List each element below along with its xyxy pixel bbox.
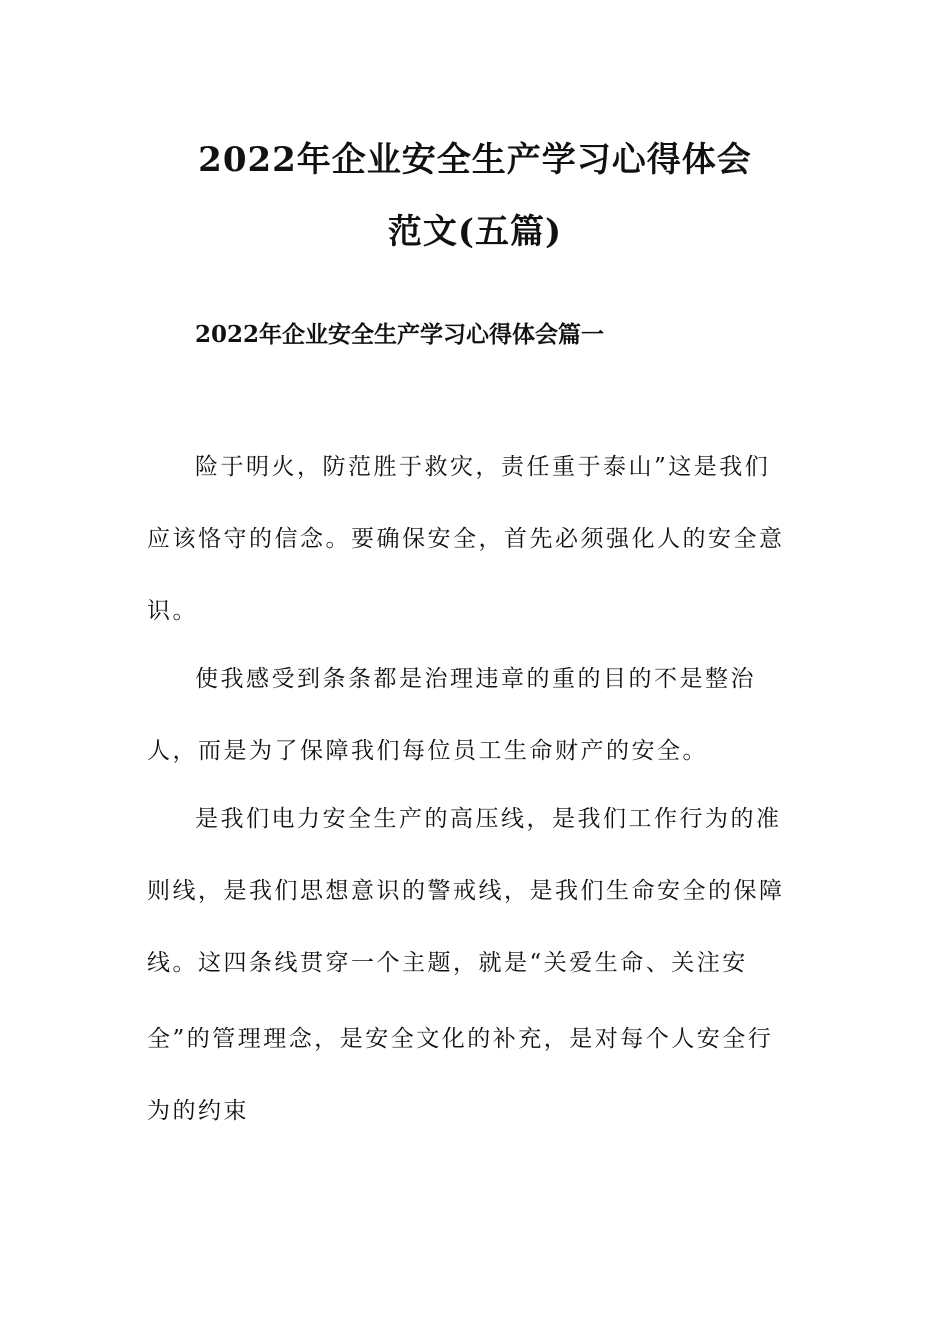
paragraph-1-line-2: 应该恪守的信念。要确保安全，首先必须强化人的安全意	[147, 526, 785, 552]
paragraph-3-line-1: 是我们电力安全生产的高压线，是我们工作行为的准	[195, 806, 782, 832]
paragraph-3-line-3: 线。这四条线贯穿一个主题，就是“关爱生命、关注安	[147, 950, 748, 976]
paragraph-3-line-4: 全”的管理理念，是安全文化的补充，是对每个人安全行	[147, 1026, 774, 1052]
paragraph-1-line-1: 险于明火，防范胜于救灾，责任重于泰山”这是我们	[195, 454, 771, 480]
document-title-line-2: 范文(五篇)	[387, 212, 563, 252]
paragraph-3-line-5: 为的约束	[147, 1098, 249, 1124]
paragraph-1-line-3: 识。	[147, 598, 198, 624]
paragraph-2-line-2: 人，而是为了保障我们每位员工生命财产的安全。	[147, 738, 708, 764]
paragraph-2-line-1: 使我感受到条条都是治理违章的重的目的不是整治	[195, 666, 756, 692]
section-heading: 2022年企业安全生产学习心得体会篇一	[195, 321, 605, 348]
paragraph-3-line-2: 则线，是我们思想意识的警戒线，是我们生命安全的保障	[147, 878, 785, 904]
document-title-line-1: 2022年企业安全生产学习心得体会	[198, 140, 752, 180]
